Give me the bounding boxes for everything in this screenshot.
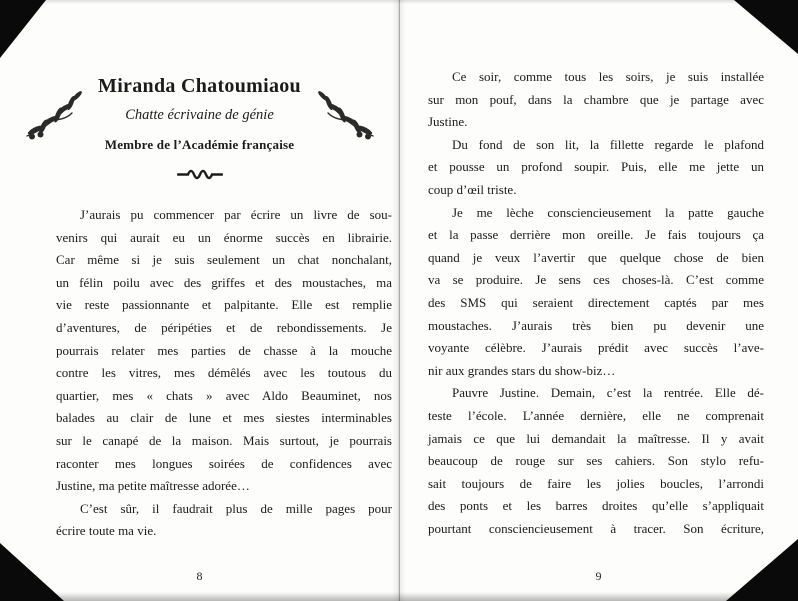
header-text-block [93,74,307,153]
text-line: sur mon pouf, dans la chambre que je partage avec [428,91,764,107]
paragraph [428,382,764,540]
text-line: écrire toute ma vie. [56,523,157,539]
text-line: Car même si je suis seulement un chat nonchalant, [56,252,392,268]
text-line: un félin poilu avec des griffes et des moustaches, ma [56,274,392,290]
text-line: sur le canapé de la maison. Mais surtout, je pourrais [56,432,392,448]
paragraph [56,498,392,543]
right-page-body [428,66,764,540]
section-divider-ornament-icon [0,168,399,181]
paragraph [56,204,392,498]
text-line: beaucoup de rouge sur ses cahiers. Son stylo refu- [428,453,764,469]
text-line: Justine. [428,114,468,130]
text-line: Ce soir, comme tous les soirs, je suis installée [452,69,764,84]
text-line: voyante célèbre. J’aurais prédit avec succès l’ave- [428,340,764,356]
left-page-body [56,204,392,543]
text-line: va se produire. Je sens ces choses-là. C’est comme [428,272,764,288]
text-line: pourrais relater mes parties de chasse à la mouche [56,342,392,358]
paragraph [428,66,764,134]
text-line: moustaches. J’aurais très bien pu devenir une [428,317,764,333]
text-line: Pauvre Justine. Demain, c’est la rentrée. Elle dé- [452,385,764,401]
text-line: C’est sûr, il faudrait plus de mille pages pour [80,500,392,516]
text-line: Du fond de son lit, la fillette regarde le plafond [452,136,764,152]
paragraph [428,134,764,202]
text-line: des SMS qui seraient directement captés par mes [428,294,764,310]
text-line: Justine, ma petite maîtresse adorée… [56,478,250,494]
paragraph [428,202,764,383]
text-line: quand je veux l’avertir que quelque chose de bien [428,249,764,265]
text-line: raconter mes longues soirées de confidences avec [56,455,392,471]
text-line: vie reste passionnante et palpitante. Elle est remplie [56,297,392,313]
author-affiliation: Membre de l’Académie française [104,137,295,152]
text-line: teste l’école. L’année dernière, elle ne comprenait [428,407,764,423]
right-page [399,0,798,601]
text-line: d’aventures, de péripéties et de rebondissements. Je [56,319,392,335]
book-subtitle: Chatte écrivaine de génie [125,107,274,123]
text-line: nir aux grandes stars du show-biz… [428,362,616,378]
text-line: et la passe derrière mon oreille. Je fais toujours ça [428,227,764,243]
text-line: pourtant consciencieusement à tracer. Son écriture, [428,520,764,536]
page-number: 9 [595,569,602,583]
text-line: quartier, mes « chats » avec Aldo Beauminet, nos [56,387,392,403]
olive-branch-right-icon [315,86,379,142]
book-title: Miranda Chatoumiaou [98,75,301,97]
text-line: Je me lèche consciencieusement la patte gauche [452,204,764,220]
text-line: jamais ce que lui demandait la maîtresse. Il y avait [428,430,764,446]
chapter-header [0,74,399,153]
text-line: des ponts et les barres droites qu’elle s’appliquait [428,498,764,514]
olive-branch-left-icon [21,86,85,142]
text-line: venirs qui aurait eu un énorme succès en librairie. [56,229,392,245]
text-line: et pousse un profond soupir. Puis, elle me jette un [428,159,764,175]
page-number: 8 [196,569,203,583]
text-line: coup d’œil triste. [428,181,517,197]
text-line: balades au clair de lune et mes siestes interminables [56,410,392,426]
text-line: sait toujours de faire les jolies boucles, l’arrondi [428,475,764,491]
text-line: J’aurais pu commencer par écrire un livre de sou- [80,207,392,222]
text-line: contre les vitres, mes démêlés avec les toutous du [56,365,392,381]
